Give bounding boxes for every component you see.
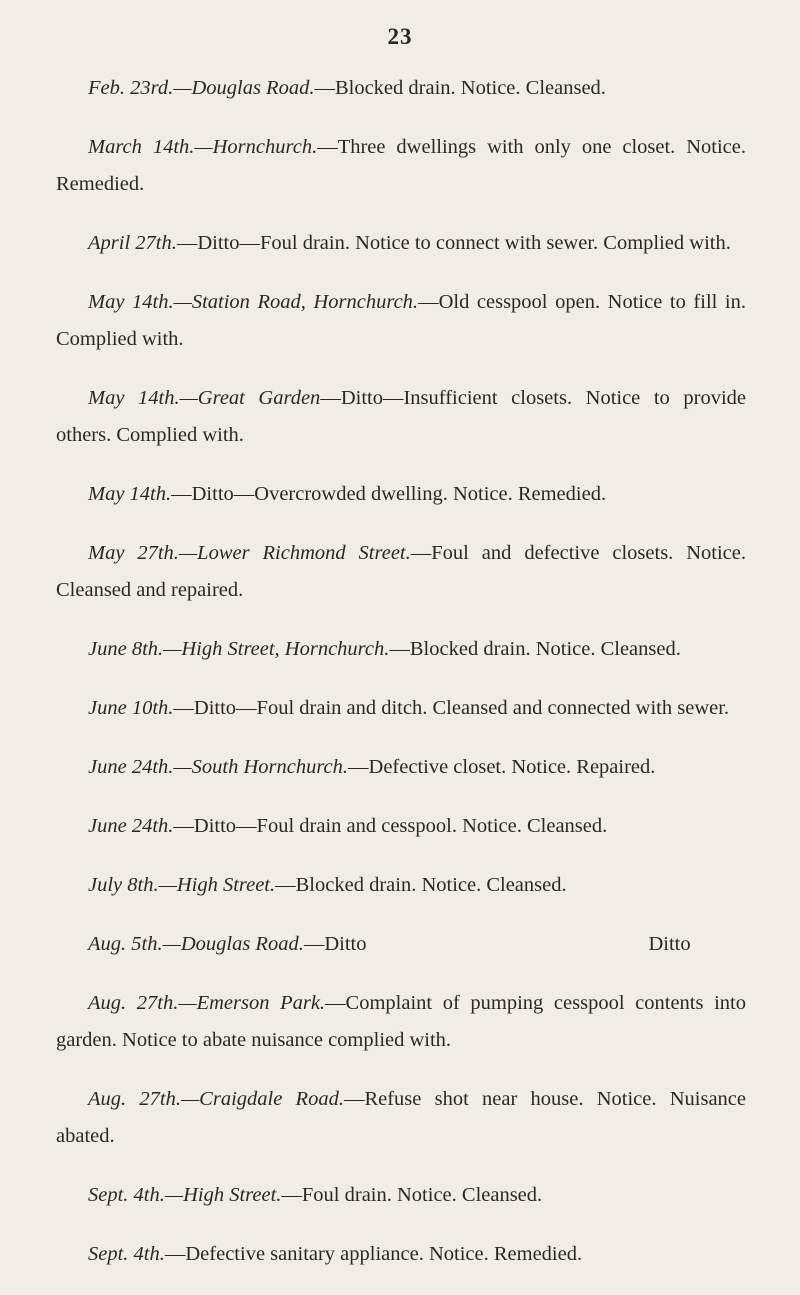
entry-date-location: Aug. 27th.—Emerson Park. [88, 992, 326, 1014]
entry-date-location: May 14th. [88, 483, 172, 505]
entry [56, 926, 746, 963]
entry-date-location: May 27th.—Lower Richmond Street. [88, 542, 411, 564]
entry [56, 129, 746, 203]
page-number: 23 [387, 24, 413, 49]
entry-description: —Blocked drain. Notice. Cleansed. [389, 638, 681, 660]
entry-description: —Foul and defective closets. Notice. Cleansed and repaired. [56, 542, 746, 601]
entry-date-location: July 8th.—High Street. [88, 874, 276, 896]
entry-date-location: June 10th. [88, 697, 174, 719]
entry-description: —Ditto—Foul drain and cesspool. Notice. Cleansed. [173, 815, 608, 837]
entry-date-location: March 14th.—Hornchurch. [88, 136, 318, 158]
entry-date-location: Sept. 4th.—High Street. [88, 1184, 282, 1206]
entry [56, 1177, 746, 1214]
entry [56, 1236, 746, 1273]
entry-description: —Three dwellings with only one closet. Notice. Remedied. [56, 136, 747, 195]
entry [56, 1081, 746, 1155]
entry-description: —Foul drain. Notice. Cleansed. [281, 1184, 543, 1206]
entry [56, 631, 746, 668]
entry [56, 690, 746, 727]
entry-description: —Ditto—Insufficient closets. Notice to provide others. Complied with. [56, 387, 746, 446]
entry-date-location: Aug. 27th.—Craigdale Road. [88, 1088, 344, 1110]
entry [56, 985, 746, 1059]
entry [56, 476, 746, 513]
entry-description: —Ditto—Overcrowded dwelling. Notice. Remedied. [171, 483, 607, 505]
entry [56, 380, 746, 454]
entry-description: —Refuse shot near house. Notice. Nuisance abated. [56, 1088, 746, 1147]
entry-date-location: May 14th.—Great Garden [88, 387, 321, 409]
entry-ditto: Ditto [648, 933, 691, 955]
inspection-entries [56, 70, 746, 1295]
entry [56, 867, 746, 904]
entry-description: —Ditto [303, 933, 367, 955]
entry-date-location: May 14th.—Station Road, Hornchurch. [88, 291, 419, 313]
entry-date-location: Feb. 23rd.—Douglas Road. [88, 77, 315, 99]
entry-description: —Ditto—Foul drain. Notice to connect with sewer. Complied with. [176, 232, 731, 254]
entry [56, 70, 746, 107]
entry-date-location: Sept. 4th. [88, 1243, 165, 1265]
entry-description: —Blocked drain. Notice. Cleansed. [275, 874, 567, 896]
entry [56, 535, 746, 609]
entry-description: —Blocked drain. Notice. Cleansed. [314, 77, 606, 99]
entry-description: —Old cesspool open. Notice to fill in. Complied with. [56, 291, 746, 350]
entry [56, 749, 746, 786]
entry-description: —Defective sanitary appliance. Notice. Remedied. [164, 1243, 583, 1265]
entry-date-location: June 8th.—High Street, Hornchurch. [88, 638, 390, 660]
entry-date-location: Aug. 5th.—Douglas Road. [88, 933, 304, 955]
entry-date-location: June 24th. [88, 815, 174, 837]
entry-date-location: April 27th. [88, 232, 177, 254]
entry [56, 284, 746, 358]
entry [56, 808, 746, 845]
entry-date-location: June 24th.—South Hornchurch. [88, 756, 349, 778]
entry [56, 225, 746, 262]
entry-description: —Ditto—Foul drain and ditch. Cleansed and connected with sewer. [173, 697, 730, 719]
entry-description: —Complaint of pumping cesspool contents into garden. Notice to abate nuisance complied with. [56, 992, 746, 1051]
entry-description: —Defective closet. Notice. Repaired. [348, 756, 656, 778]
